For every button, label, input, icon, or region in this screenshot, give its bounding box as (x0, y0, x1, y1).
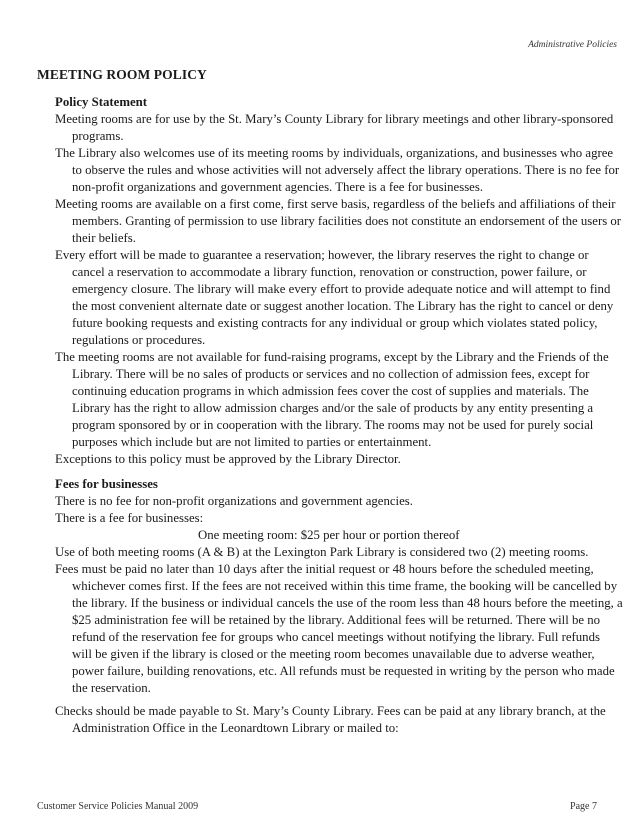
policy-body (55, 94, 623, 737)
running-header: Administrative Policies (528, 40, 617, 50)
fees-paragraph: Use of both meeting rooms (A & B) at the Lexington Park Library is considered two (2) meeting rooms. (55, 545, 589, 559)
footer-manual-title: Customer Service Policies Manual 2009 (37, 801, 199, 812)
fee-rate: One meeting room: $25 per hour or portion thereof (198, 528, 460, 542)
fees-paragraph: Checks should be made payable to St. Mary’s County Library. Fees can be paid at any library branch, at the Administration Office in the Leonardtown Library or mailed to: (55, 704, 606, 735)
policy-paragraph: The meeting rooms are not available for fund-raising programs, except by the Library and the Friends of the Library. There will be no sales of products or services and no collection of admission fees, except for continuing education programs in which admission fees cover the cost of supplies and materials. The Library has the right to allow admission charges and/or the sale of products by any entity presenting a program sponsored by or in cooperation with the library. The rooms may not be used for purely social purposes which include but are not limited to parties or entertainment. (55, 350, 609, 449)
fees-heading: Fees for businesses (55, 477, 158, 491)
fees-line: There is no fee for non-profit organizations and government agencies. (55, 494, 413, 508)
page-number: Page 7 (570, 801, 597, 812)
fees-line: There is a fee for businesses: (55, 511, 204, 525)
policy-paragraph: Exceptions to this policy must be approved by the Library Director. (55, 452, 401, 466)
policy-paragraph: Meeting rooms are available on a first come, first serve basis, regardless of the beliefs and affiliations of their members. Granting of permission to use library facilities does not constitute an endorsement of the users or their beliefs. (55, 197, 622, 245)
fees-paragraph: Fees must be paid no later than 10 days after the initial request or 48 hours before the scheduled meeting, whichever comes first. If the fees are not received within this time frame, the booking will be cancelled by the library. If the business or individual cancels the use of the room less than 48 hours before the meeting, a $25 administration fee will be retained by the library. Additional fees will be returned. There will be no refund of the reservation fee for groups who cancel meetings without notifying the library. Full refunds will be given if the library is closed or the meeting room becomes unavailable due to adverse weather, power failure, building renovations, etc. All refunds must be requested in writing by the person who made the reservation. (55, 562, 623, 695)
policy-paragraph: The Library also welcomes use of its meeting rooms by individuals, organizations, and businesses who agree to observe the rules and whose activities will not adversely affect the library operations. There is no fee for non-profit organizations and government agencies. There is a fee for businesses. (55, 146, 620, 194)
policy-paragraph: Every effort will be made to guarantee a reservation; however, the library reserves the right to change or cancel a reservation to accommodate a library function, renovation or construction, power failure, or emergency closure. The library will make every effort to provide adequate notice and will attempt to find the most convenient alternate date or suggest another location. The Library has the right to cancel or deny future booking requests and existing contracts for any individual or group which violates stated policy, regulations or procedures. (55, 248, 614, 347)
policy-statement-heading: Policy Statement (55, 95, 148, 109)
policy-paragraph: Meeting rooms are for use by the St. Mary’s County Library for library meetings and other library-sponsored programs. (55, 112, 614, 143)
page-title: MEETING ROOM POLICY (37, 67, 207, 82)
